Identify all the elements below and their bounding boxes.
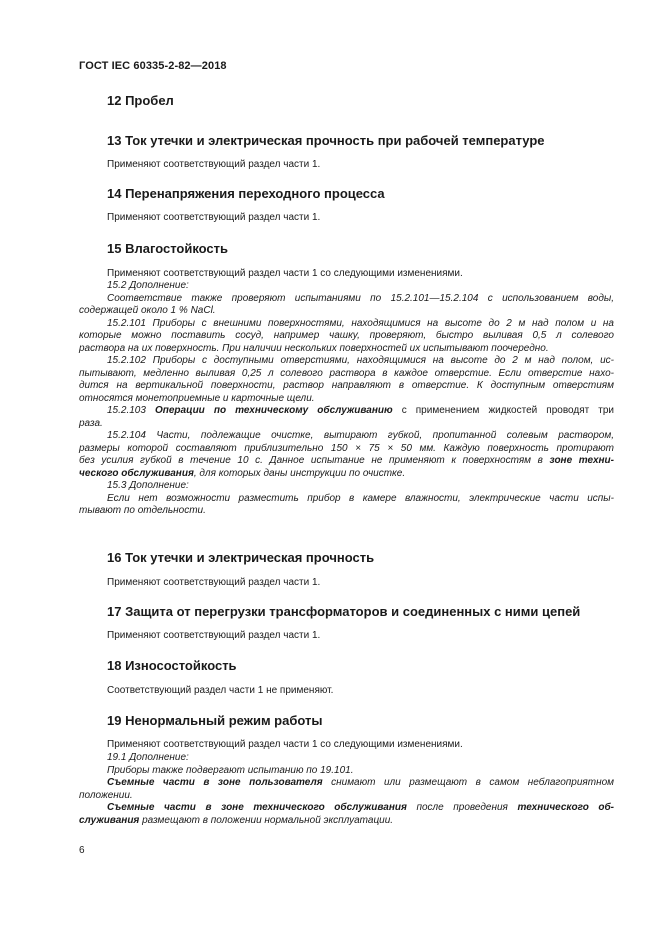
s15-line: дится на вертикальной поверхности, раствор направляют в отверстие. К доступным отверстиям [79, 380, 614, 391]
s15-line: раза. [79, 417, 103, 429]
s15-line: которые можно поставить сосуд, например чашку, проверяют, быстро выливая 0,5 л солевого [79, 330, 614, 341]
section-15-title: 15 Влагостойкость [107, 241, 229, 256]
s15-line: 15.2 Дополнение: [107, 280, 189, 291]
section-16-text: Применяют соответствующий раздел части 1. [107, 577, 321, 588]
s15-line: ческого обслуживания, для которых даны инструкции по очистке. [79, 467, 406, 479]
s15-line: 15.3 Дополнение: [107, 480, 189, 491]
term-maintenance: Операции по техническому обслуживанию [154, 405, 393, 416]
section-19-body [79, 752, 614, 827]
s15-line: 15.2.102 Приборы с доступными отверстиями, находящимися на высоте до 2 м над полом, ис- [107, 355, 614, 366]
s15-line: Если нет возможности разместить прибор в камере влажности, электрические части испы- [107, 492, 614, 504]
s15-line: 15.2.104 Части, подлежащие очистке, вытирают губкой, пропитанной солевым раствором, [107, 430, 614, 441]
section-12-title: 12 Пробел [107, 93, 174, 108]
s15-line: без усилия губкой в течение 10 с. Данное испытание не применяют к поверхностям в зоне техни- [79, 455, 614, 466]
section-16-title: 16 Ток утечки и электрическая прочность [107, 550, 375, 565]
section-15-body [79, 280, 614, 518]
s15-line: размеры которой составляют приблизительно 150 × 75 × 50 мм. Каждую поверхность протирают [79, 442, 614, 454]
section-17-text: Применяют соответствующий раздел части 1. [107, 630, 321, 641]
section-14-title: 14 Перенапряжения переходного процесса [107, 186, 385, 201]
section-18-text: Соответствующий раздел части 1 не применяют. [107, 685, 334, 696]
document-header: ГОСТ IEC 60335-2-82—2018 [79, 60, 227, 72]
s15-line: 15.2.101 Приборы с внешними поверхностями, находящимися на высоте до 2 м над полом и на [107, 317, 614, 329]
s15-line: раствора на их поверхность. При наличии нескольких поверхностей их испытывают поочередно. [79, 342, 549, 354]
page-number: 6 [79, 845, 85, 856]
section-18-title: 18 Износостойкость [107, 658, 237, 673]
s19-line: 19.1 Дополнение: [107, 752, 189, 763]
term-maintenance-zone: зоне техни- [549, 455, 614, 466]
s15-line: тывают по отдельности. [79, 505, 206, 516]
s19-line: служивания размещают в положении нормальной эксплуатации. [79, 814, 394, 826]
section-13-title: 13 Ток утечки и электрическая прочность при рабочей температуре [107, 133, 545, 148]
section-15-intro: Применяют соответствующий раздел части 1 со следующими изменениями. [107, 268, 463, 279]
section-13-text: Применяют соответствующий раздел части 1. [107, 159, 321, 170]
section-19-title: 19 Ненормальный режим работы [107, 713, 323, 728]
s15-line: Соответствие также проверяют испытаниями по 15.2.101—15.2.104 с использованием воды, [107, 292, 614, 304]
section-14-text: Применяют соответствующий раздел части 1. [107, 212, 321, 223]
s19-line: положении. [79, 789, 133, 801]
s19-line: Приборы также подвергают испытанию по 19.101. [107, 764, 354, 776]
s15-line: относятся монетоприемные и карточные щели. [79, 392, 315, 404]
section-19-intro: Применяют соответствующий раздел части 1 со следующими изменениями. [107, 739, 463, 750]
section-17-title: 17 Защита от перегрузки трансформаторов и соединенных с ними цепей [107, 604, 581, 619]
s15-line: 15.2.103 Операции по техническому обслуживанию с применением жидкостей проводят три [107, 405, 614, 416]
s15-line: содержащей около 1 % NaCl. [79, 305, 216, 316]
s15-line: пытывают, медленно выливая 0,25 л солевого раствора в каждое отверстие. Если отверстие нахо- [79, 367, 614, 379]
s19-line: Съемные части в зоне технического обслуживания после проведения технического об- [107, 802, 615, 813]
s19-line: Съемные части в зоне пользователя снимают или размещают в самом неблагоприятном [107, 777, 615, 788]
